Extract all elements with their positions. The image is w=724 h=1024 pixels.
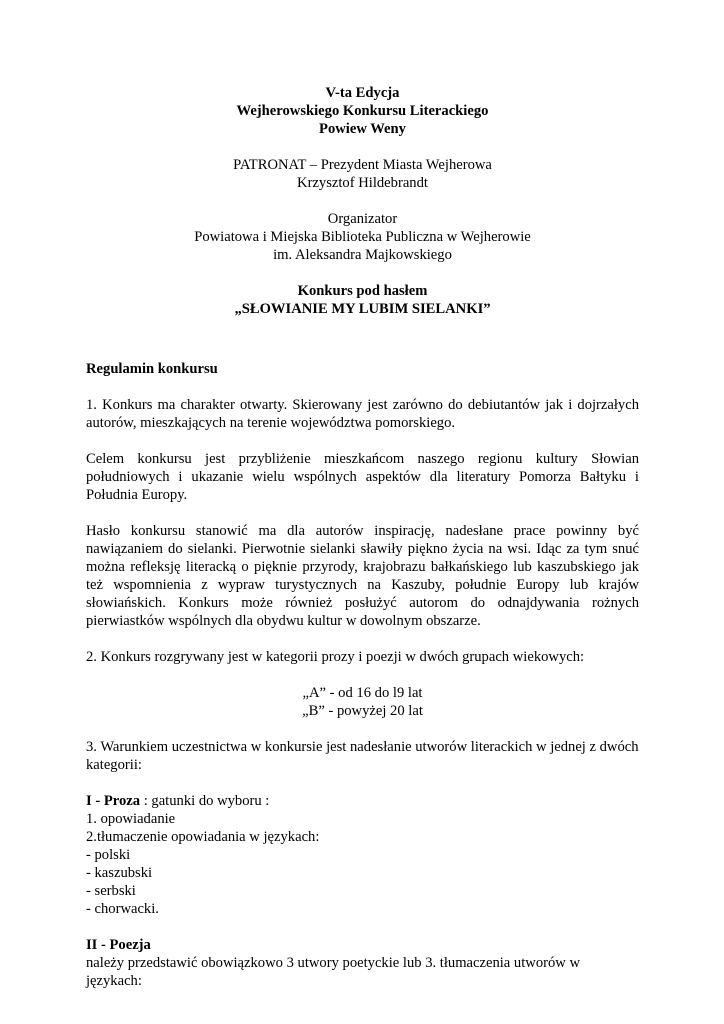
header-block — [86, 84, 639, 138]
motto: „SŁOWIANIE MY LUBIM SIELANKI” — [234, 301, 491, 317]
list-item: 2.tłumaczenie opowiadania w językach: — [86, 829, 320, 845]
organizer-name: Powiatowa i Miejska Biblioteka Publiczna w Wejherowie — [194, 229, 531, 245]
contest-name: Wejherowskiego Konkursu Literackiego — [236, 103, 489, 119]
list-item: - serbski — [86, 883, 136, 899]
rules-paragraph-5: 3. Warunkiem uczestnictwa w konkursie jest nadesłanie utworów literackich w jednej z dwóch kategorii: — [86, 739, 639, 773]
list-item: 1. opowiadanie — [86, 811, 176, 827]
patron-name: Krzysztof Hildebrandt — [297, 175, 428, 191]
patron-line: PATRONAT – Prezydent Miasta Wejherowa — [233, 157, 492, 173]
organizer-block — [86, 210, 639, 264]
rules-paragraph-3: Hasło konkursu stanowić ma dla autorów inspirację, nadesłane prace powinny być nawiązaniem do sielanki. Pierwotnie sielanki sławiły piękno życia na wsi. Idąc za tym snuć można refleksję literacką o pięknie przyrody, krajobrazu bałkańskiego lub kaszubskiego jak też wspomnienia z wypraw turystycznych na Kaszuby, południe Europy lub krajów słowiańskich. Konkurs może również posłużyć autorom do odnajdywania rożnych pierwiastków wspólnych dla obydwu kultur w dowolnym obszarze. — [86, 523, 639, 629]
prose-heading-suffix: : gatunki do wyboru : — [140, 793, 270, 809]
age-group-b: „B” - powyżej 20 lat — [302, 703, 423, 719]
rules-paragraph-1: 1. Konkurs ma charakter otwarty. Skierowany jest zarówno do debiutantów jak i dojrzałych autorów, mieszkających na terenie województwa pomorskiego. — [86, 397, 639, 431]
rules-paragraph-2: Celem konkursu jest przybliżenie mieszkańcom naszego regionu kultury Słowian południowych i ukazanie wielu wspólnych aspektów dla literatury Pomorza Bałtyku i Południa Europy. — [86, 451, 639, 503]
list-item: - polski — [86, 847, 131, 863]
motto-block — [86, 282, 639, 318]
organizer-patron: im. Aleksandra Majkowskiego — [273, 247, 452, 263]
list-item: - chorwacki. — [86, 901, 159, 917]
contest-subtitle: Powiew Weny — [319, 121, 406, 137]
edition-title: V-ta Edycja — [325, 85, 400, 101]
rules-title: Regulamin konkursu — [86, 361, 218, 377]
age-groups — [86, 684, 639, 720]
age-group-a: „A” - od 16 do l9 lat — [302, 685, 423, 701]
prose-section — [86, 792, 639, 918]
poetry-section — [86, 936, 639, 990]
document-page — [86, 84, 639, 990]
organizer-label: Organizator — [327, 211, 398, 227]
rules-paragraph-4: 2. Konkurs rozgrywany jest w kategorii prozy i poezji w dwóch grupach wiekowych: — [86, 649, 585, 665]
prose-heading: I - Proza — [86, 793, 141, 809]
motto-label: Konkurs pod hasłem — [297, 283, 428, 299]
list-item: - kaszubski — [86, 865, 153, 881]
patron-block — [86, 156, 639, 192]
poetry-heading: II - Poezja — [86, 937, 151, 953]
poetry-text: należy przedstawić obowiązkowo 3 utwory poetyckie lub 3. tłumaczenia utworów w językach: — [86, 955, 581, 989]
